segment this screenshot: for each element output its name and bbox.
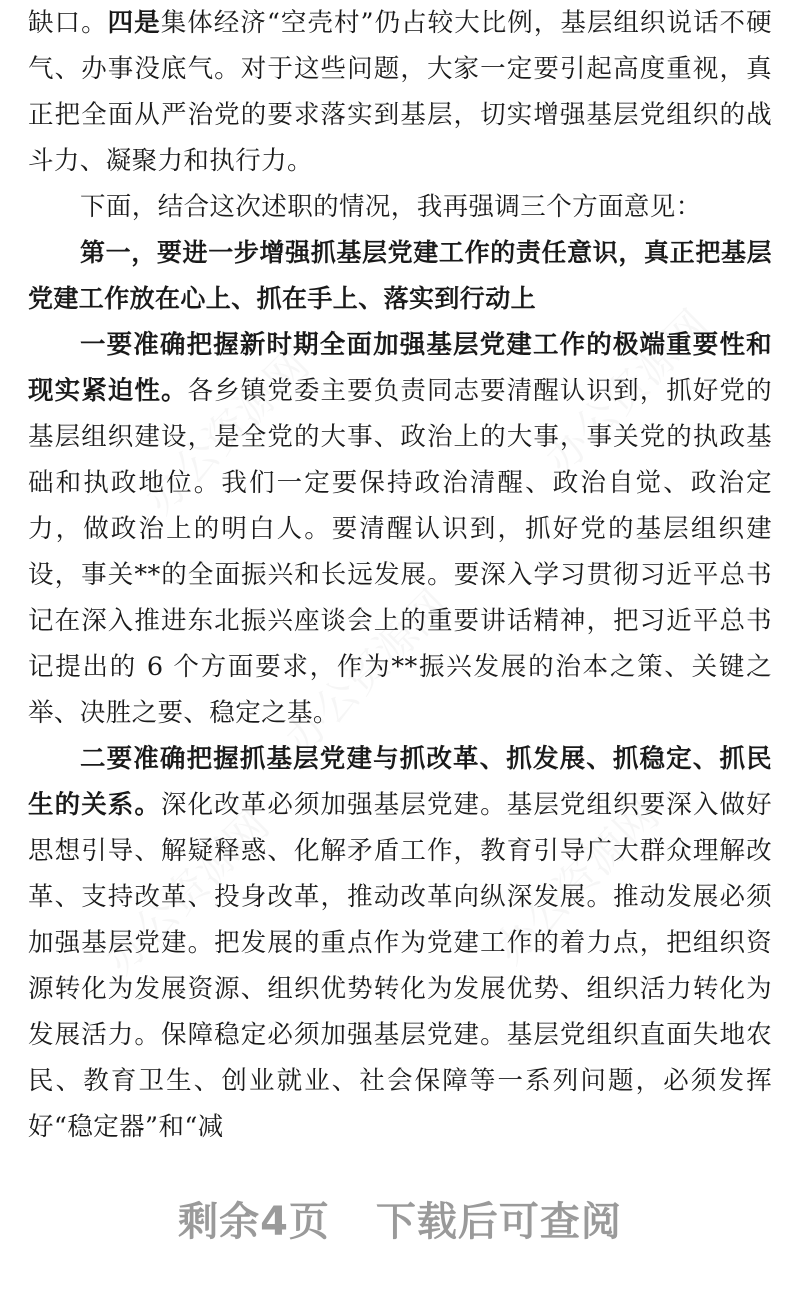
paragraph-1-body: 集体经济“空壳村”仍占较大比例，基层组织说话不硬气、办事没底气。对于这些问题，大家一定要引起高度重视，真正把全面从严治党的要求落实到基层，切实增强基层党组织的战斗力、凝聚力和执行力。 xyxy=(28,8,772,176)
paragraph-2: 下面，结合这次述职的情况，我再强调三个方面意见： xyxy=(80,192,702,222)
paragraph-1-start: 缺口。 xyxy=(28,8,108,38)
download-banner[interactable] xyxy=(0,1190,800,1247)
remaining-pages-label: 剩余4页 xyxy=(178,1199,330,1245)
paragraph-1-bold-marker: 四是 xyxy=(107,8,161,38)
paragraph-4 xyxy=(28,322,772,736)
paragraph-4-body: 各乡镇党委主要负责同志要清醒认识到，抓好党的基层组织建设，是全党的大事、政治上的大事，事关党的执政基础和执政地位。我们一定要保持政治清醒、政治自觉、政治定力，做政治上的明白人。要清醒认识到，抓好党的基层组织建设，事关**的全面振兴和长远发展。要深入学习贯彻习近平总书记在深入推进东北振兴座谈会上的重要讲话精神，把习近平总书记提出的 6 个方面要求，作为**振兴发展的治本之策、关键之举、决胜之要、稳定之基。 xyxy=(28,376,772,728)
paragraph-5-body: 深化改革必须加强基层党建。基层党组织要深入做好思想引导、解疑释惑、化解矛盾工作，教育引导广大群众理解改革、支持改革、投身改革，推动改革向纵深发展。推动发展必须加强基层党建。把发展的重点作为党建工作的着力点，把组织资源转化为发展资源、组织优势转化为发展优势、组织活力转化为发展活力。保障稳定必须加强基层党建。基层党组织直面失地农民、教育卫生、创业就业、社会保障等一系列问题，必须发挥好“稳定器”和“减 xyxy=(28,790,772,1142)
paragraph-5 xyxy=(28,736,772,1150)
paragraph-1 xyxy=(28,0,772,184)
download-to-view-label[interactable]: 下载后可查阅 xyxy=(375,1199,622,1245)
paragraph-4-lead: 一要准确把握新时期全面加强基层党建工作的极端重要性和现实紧迫性。 xyxy=(28,330,772,406)
section-heading-1: 第一，要进一步增强抓基层党建工作的责任意识，真正把基层党建工作放在心上、抓在手上、落实到行动上 xyxy=(28,238,772,313)
paragraph-5-lead: 二要准确把握抓基层党建与抓改革、抓发展、抓稳定、抓民生的关系。 xyxy=(28,744,772,820)
